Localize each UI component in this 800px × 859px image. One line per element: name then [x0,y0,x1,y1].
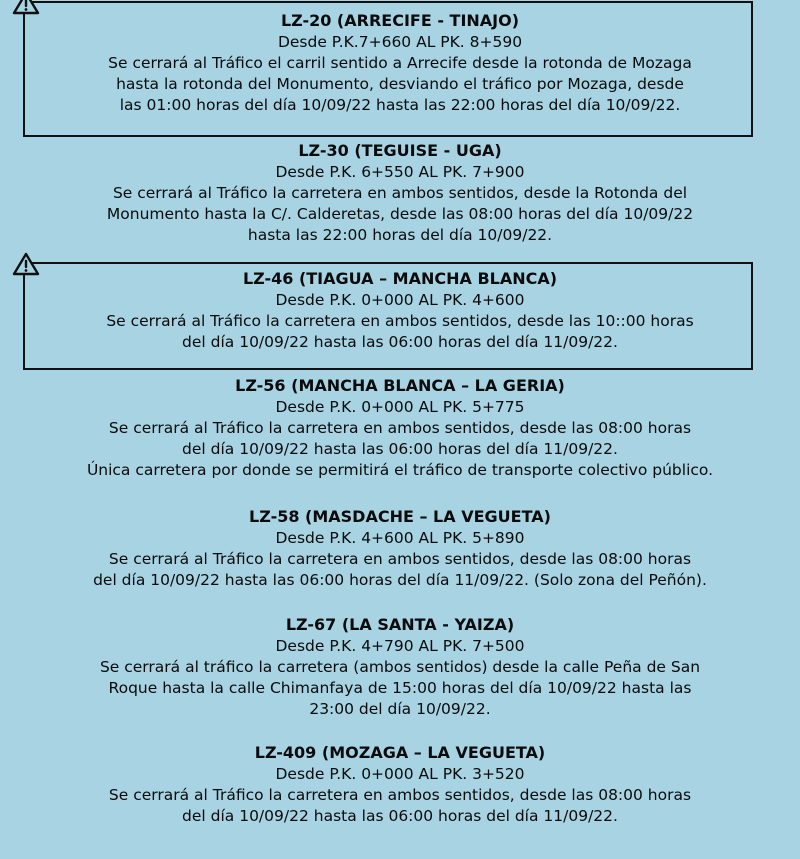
section-text-line: Se cerrará al Tráfico la carretera en ambos sentidos, desde las 10::00 horas [106,312,694,330]
section-text-line: hasta la rotonda del Monumento, desviando el tráfico por Mozaga, desde [116,75,684,93]
road-closure-lz30 [0,140,800,246]
section-text-line: del día 10/09/22 hasta las 06:00 horas del día 11/09/22. (Solo zona del Peñón). [93,571,707,589]
section-text-line: Se cerrará al Tráfico la carretera en ambos sentidos, desde las 08:00 horas [108,786,692,804]
section-range: Desde P.K. 0+000 AL PK. 4+600 [275,291,525,309]
section-title: LZ-409 (MOZAGA – LA VEGUETA) [254,743,546,762]
section-title: LZ-46 (TIAGUA – MANCHA BLANCA) [242,269,558,288]
road-closure-lz46 [0,268,800,353]
section-text-line: 23:00 del día 10/09/22. [309,700,491,718]
section-range: Desde P.K.7+660 AL PK. 8+590 [277,33,523,51]
section-text-line: Se cerrará al Tráfico la carretera en ambos sentidos, desde las 08:00 horas [108,419,692,437]
section-range: Desde P.K. 0+000 AL PK. 3+520 [275,765,525,783]
section-text-line: Única carretera por donde se permitirá el tráfico de transporte colectivo público. [86,461,714,479]
section-text-line: hasta las 22:00 horas del día 10/09/22. [247,226,553,244]
section-text-line: Se cerrará al Tráfico el carril sentido a Arrecife desde la rotonda de Mozaga [108,54,692,72]
section-text-line: Monumento hasta la C/. Calderetas, desde las 08:00 horas del día 10/09/22 [106,205,694,223]
section-range: Desde P.K. 6+550 AL PK. 7+900 [275,163,525,181]
road-closure-lz20 [0,10,800,116]
section-text-line: Roque hasta la calle Chimanfaya de 15:00 horas del día 10/09/22 hasta las [108,679,692,697]
section-range: Desde P.K. 4+790 AL PK. 7+500 [275,637,525,655]
section-text-line: del día 10/09/22 hasta las 06:00 horas del día 11/09/22. [182,807,618,825]
section-text-line: del día 10/09/22 hasta las 06:00 horas del día 11/09/22. [182,440,618,458]
road-closure-lz409 [0,742,800,827]
section-text-line: las 01:00 horas del día 10/09/22 hasta las 22:00 horas del día 10/09/22. [119,96,681,114]
section-title: LZ-30 (TEGUISE - UGA) [298,141,502,160]
section-title: LZ-56 (MANCHA BLANCA – LA GERIA) [235,376,565,395]
section-text-line: Se cerrará al Tráfico la carretera en ambos sentidos, desde la Rotonda del [112,184,688,202]
road-closure-lz56 [0,375,800,481]
section-text-line: Se cerrará al Tráfico la carretera en ambos sentidos, desde las 08:00 horas [108,550,692,568]
section-title: LZ-58 (MASDACHE – LA VEGUETA) [249,507,551,526]
section-title: LZ-20 (ARRECIFE - TINAJO) [280,11,520,30]
road-closure-lz58 [0,506,800,591]
road-closure-lz67 [0,614,800,720]
section-text-line: Se cerrará al tráfico la carretera (ambos sentidos) desde la calle Peña de San [99,658,701,676]
section-range: Desde P.K. 4+600 AL PK. 5+890 [275,529,525,547]
section-title: LZ-67 (LA SANTA - YAIZA) [285,615,515,634]
section-text-line: del día 10/09/22 hasta las 06:00 horas del día 11/09/22. [182,333,618,351]
section-range: Desde P.K. 0+000 AL PK. 5+775 [275,398,525,416]
